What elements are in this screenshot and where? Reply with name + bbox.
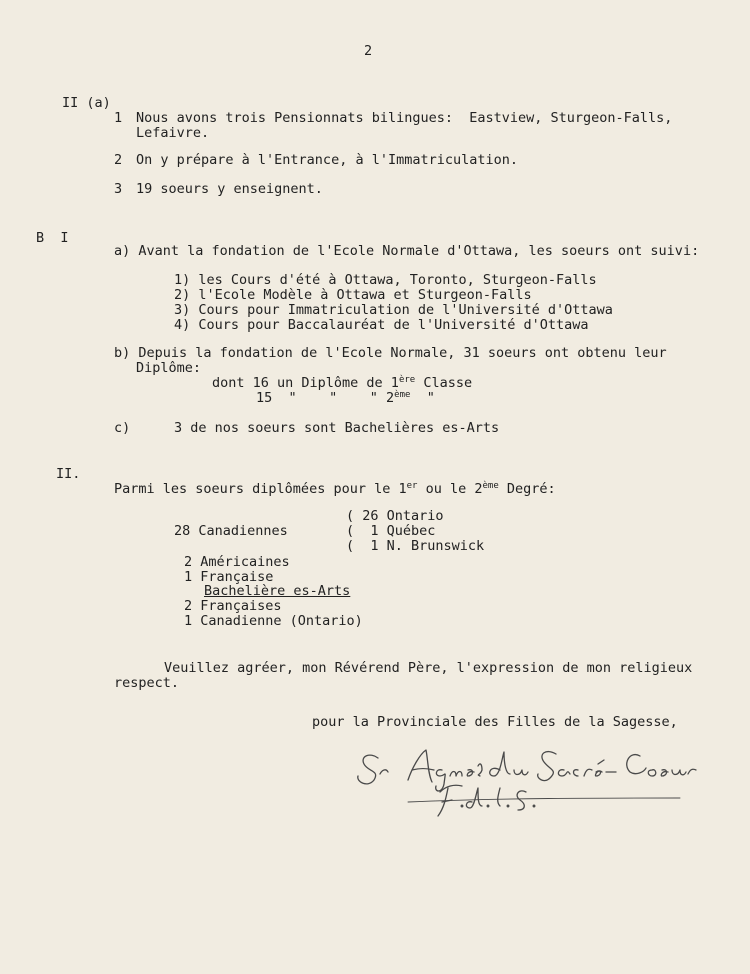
paragraph-c-text: 3 de nos soeurs sont Bachelières es-Arts [174, 420, 500, 436]
section-ii-heading: II. [56, 466, 81, 482]
list-item: 2) l'Ecole Modèle à Ottawa et Sturgeon-Falls [174, 287, 532, 303]
item-text: 19 soeurs y enseignent. [136, 181, 323, 197]
handwritten-signature [350, 740, 700, 820]
list-item: 1 Canadienne (Ontario) [184, 613, 363, 629]
paragraph-c-label: c) [114, 420, 131, 436]
closing-line: Veuillez agréer, mon Révérend Père, l'expression de mon religieux [164, 660, 693, 676]
section-ii-a-heading: II (a) [62, 95, 111, 111]
province-row: ( 26 Ontario [346, 508, 444, 524]
item-number: 3 [114, 181, 123, 197]
diploma-row-1: dont 16 un Diplôme de 1ère Classe [212, 375, 473, 391]
item-text: Nous avons trois Pensionnats bilingues: Eastview, Sturgeon-Falls, [136, 110, 673, 126]
list-item: 1 Française [184, 569, 274, 585]
list-item: 2 Américaines [184, 554, 290, 570]
item-text: Lefaivre. [136, 125, 210, 141]
list-item: 3) Cours pour Immatriculation de l'Université d'Ottawa [174, 302, 613, 318]
list-item: 1) les Cours d'été à Ottawa, Toronto, Sturgeon-Falls [174, 272, 597, 288]
bachelieres-heading: Bachelière es-Arts [204, 583, 351, 599]
section-b-i-heading: B I [36, 230, 69, 246]
paragraph-a-intro: a) Avant la fondation de l'Ecole Normale d'Ottawa, les soeurs ont suivi: [114, 243, 700, 259]
diploma-row-2: 15 " " " 2ème " [256, 390, 435, 406]
canadiennes-count: 28 Canadiennes [174, 523, 288, 539]
item-number: 1 [114, 110, 123, 126]
province-row: ( 1 N. Brunswick [346, 538, 485, 554]
closing-line: respect. [114, 675, 180, 691]
province-row: ( 1 Québec [346, 523, 436, 539]
paragraph-b: b) Depuis la fondation de l'Ecole Normale, 31 soeurs ont obtenu leur [114, 345, 667, 361]
item-text: On y prépare à l'Entrance, à l'Immatriculation. [136, 152, 519, 168]
item-number: 2 [114, 152, 123, 168]
signoff-line: pour la Provinciale des Filles de la Sagesse, [312, 714, 678, 730]
page-number: 2 [364, 43, 373, 59]
section-ii-intro: Parmi les soeurs diplômées pour le 1er ou le 2ème Degré: [114, 481, 556, 497]
list-item: 2 Françaises [184, 598, 282, 614]
list-item: 4) Cours pour Baccalauréat de l'Université d'Ottawa [174, 317, 589, 333]
paragraph-b: Diplôme: [136, 360, 202, 376]
